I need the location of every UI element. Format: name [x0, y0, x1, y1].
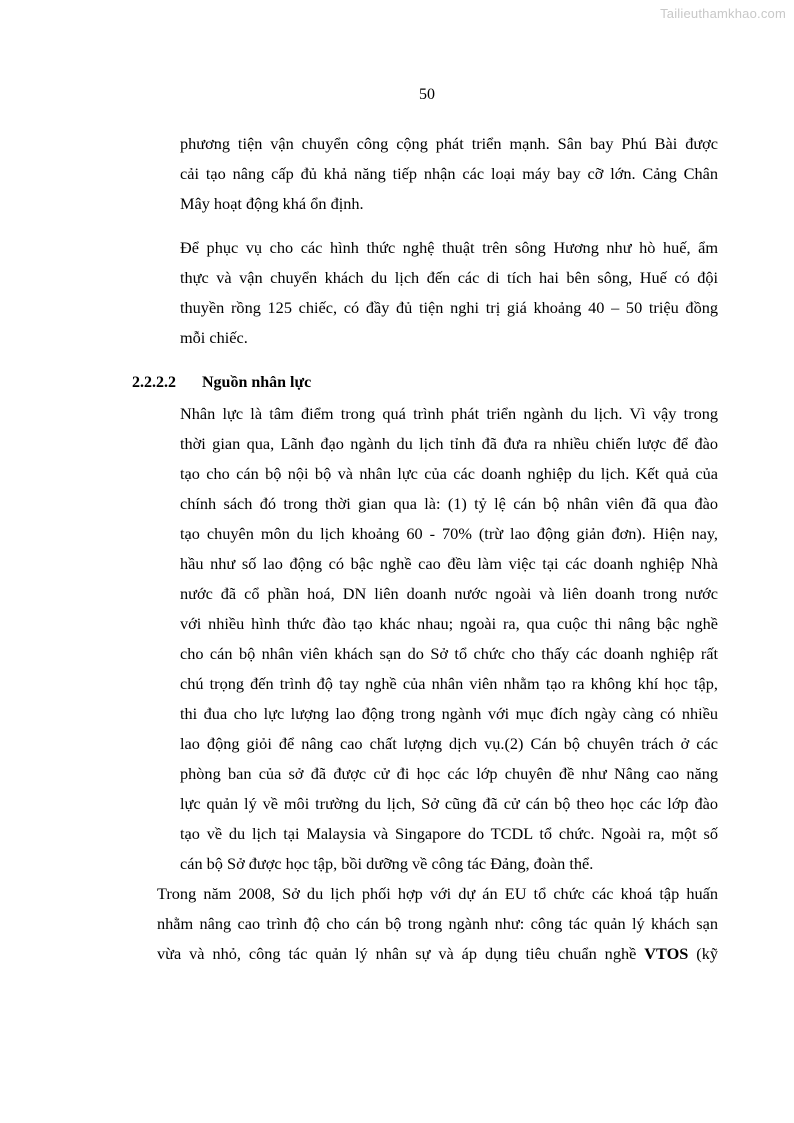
paragraph-line: phương tiện vận chuyển công cộng phát triển mạnh. Sân bay Phú Bài được [180, 134, 718, 153]
paragraph-line: lực quản lý về môi trường du lịch, Sở cũng đã cử cán bộ theo học các lớp đào [180, 794, 718, 813]
paragraph-line: chính sách đó trong thời gian qua là: (1) tỷ lệ cán bộ nhân viên đã qua đào [180, 494, 718, 513]
paragraph-line: thi đua cho lực lượng lao động trong ngành với mục đích ngày càng có nhiều [180, 704, 718, 723]
paragraph-line: tạo cho cán bộ nội bộ và nhân lực của các doanh nghiệp du lịch. Kết quả của [180, 464, 718, 483]
paragraph-line: lao động giỏi để nâng cao chất lượng dịch vụ.(2) Cán bộ chuyên trách ở các [180, 734, 718, 753]
paragraph-line: tạo về du lịch tại Malaysia và Singapore do TCDL tổ chức. Ngoài ra, một số [180, 824, 718, 843]
paragraph-line: cho cán bộ nhân viên khách sạn do Sở tổ chức cho thấy các doanh nghiệp rất [180, 644, 718, 663]
paragraph-line: cải tạo nâng cấp đủ khả năng tiếp nhận các loại máy bay cỡ lớn. Cảng Chân [180, 164, 718, 183]
paragraph-line: mỗi chiếc. [180, 328, 248, 347]
section-number: 2.2.2.2 [132, 374, 176, 391]
paragraph-line: Nhân lực là tâm điểm trong quá trình phát triển ngành du lịch. Vì vậy trong [180, 404, 718, 423]
paragraph-line: cán bộ Sở được học tập, bồi dưỡng về công tác Đảng, đoàn thể. [180, 854, 594, 873]
paragraph-line: phòng ban của sở đã được cử đi học các lớp chuyên đề như Nâng cao năng [180, 764, 718, 783]
paragraph-text: (kỹ [696, 944, 718, 963]
section-title: Nguồn nhân lực [202, 374, 312, 391]
paragraph-line: với nhiều hình thức đào tạo khác nhau; ngoài ra, qua cuộc thi nâng bậc nghề [180, 614, 718, 633]
paragraph-line: Trong năm 2008, Sở du lịch phối hợp với dự án EU tổ chức các khoá tập huấn [157, 884, 718, 903]
paragraph-line: hầu như số lao động có bậc nghề cao đều làm việc tại các doanh nghiệp Nhà [180, 554, 718, 573]
watermark: Tailieuthamkhao.com [660, 6, 786, 21]
paragraph-line: nước đã cổ phần hoá, DN liên doanh nước ngoài và liên doanh trong nước [180, 584, 718, 603]
paragraph-line: thuyền rồng 125 chiếc, có đầy đủ tiện nghi trị giá khoảng 40 – 50 triệu đồng [180, 298, 718, 317]
paragraph-line: thực và vận chuyển khách du lịch đến các di tích hai bên sông, Huế có đội [180, 268, 718, 287]
page-number: 50 [419, 86, 435, 103]
paragraph-text: vừa và nhỏ, công tác quản lý nhân sự và áp dụng tiêu chuẩn nghề [157, 944, 637, 963]
paragraph-line: Để phục vụ cho các hình thức nghệ thuật trên sông Hương như hò huế, ẩm [180, 238, 718, 257]
paragraph-line: thời gian qua, Lãnh đạo ngành du lịch tỉnh đã đưa ra nhiều chiến lược để đào [180, 434, 718, 453]
vtos-bold-term: VTOS [644, 944, 689, 963]
section-heading [132, 374, 311, 392]
paragraph-line: Mây hoạt động khá ổn định. [180, 194, 364, 213]
paragraph-line: tạo chuyên môn du lịch khoảng 60 - 70% (trừ lao động giản đơn). Hiện nay, [180, 524, 718, 543]
paragraph-line [157, 944, 718, 964]
paragraph-line: chú trọng đến trình độ tay nghề của nhân viên nhằm tạo ra không khí học tập, [180, 674, 718, 693]
paragraph-line: nhằm nâng cao trình độ cho cán bộ trong ngành như: công tác quản lý khách sạn [157, 914, 718, 933]
